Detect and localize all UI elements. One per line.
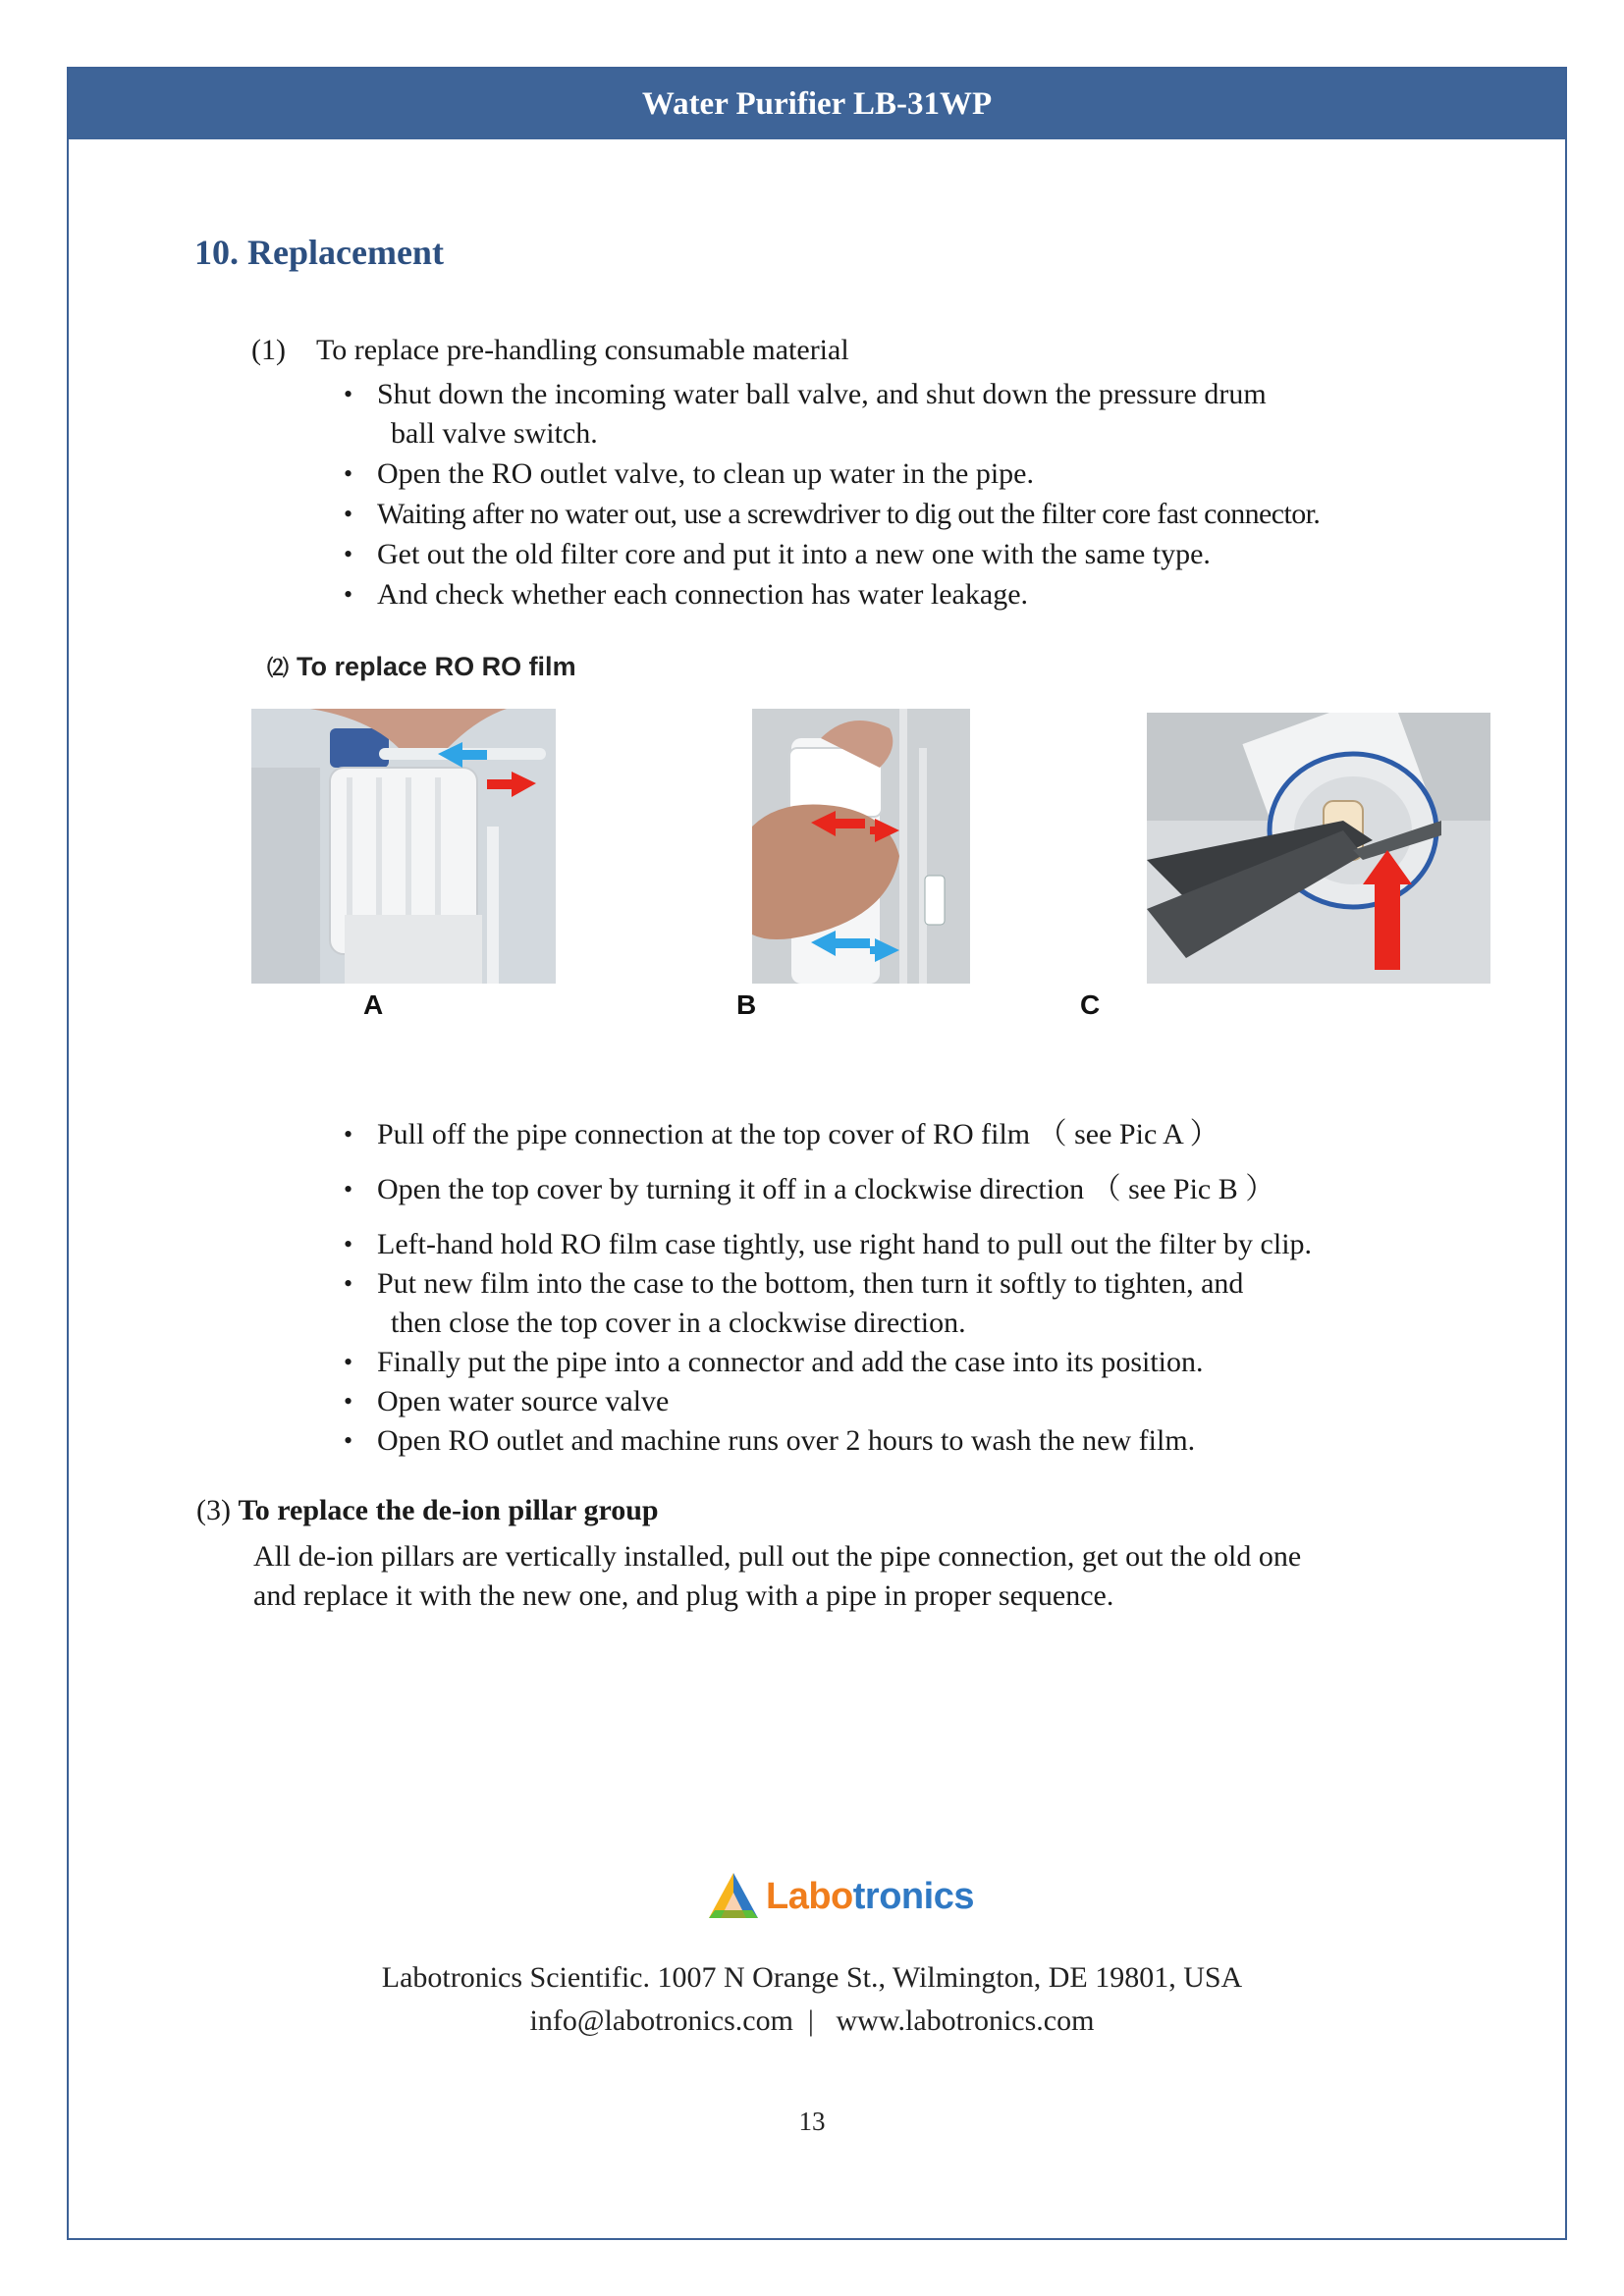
list-item — [285, 1421, 1502, 1461]
figure-number: ⑵ — [267, 656, 290, 680]
list-item — [285, 535, 1502, 574]
list-item — [285, 1170, 1502, 1209]
list-item — [285, 454, 1502, 494]
list-item-text: Open the top cover by turning it off in a clockwise direction （ see Pic B ） — [377, 1173, 1275, 1205]
prehandling-steps-list — [285, 375, 1502, 615]
subsection-1-text: To replace pre-handling consumable material — [316, 334, 849, 366]
list-item — [285, 1115, 1502, 1154]
page-header: Water Purifier LB-31WP — [69, 69, 1565, 139]
photo-b-turn-cover — [752, 709, 970, 984]
logo-wordmark — [766, 1871, 974, 1922]
list-item-text: Get out the old filter core and put it into a new one with the same type. — [377, 538, 1211, 570]
list-item-continuation: then close the top cover in a clockwise direction. — [391, 1307, 966, 1339]
list-item — [285, 1225, 1502, 1264]
subsection-3-number: (3) — [196, 1494, 231, 1526]
list-item-text: Open the RO outlet valve, to clean up water in the pipe. — [377, 457, 1034, 490]
section-title: 10. Replacement — [194, 233, 444, 272]
list-item-text: And check whether each connection has water leakage. — [377, 578, 1029, 611]
figure-label-a: A — [363, 989, 384, 1020]
list-item-text: Open RO outlet and machine runs over 2 hours to wash the new film. — [377, 1424, 1196, 1457]
list-item — [285, 1264, 1502, 1343]
list-item-continuation: ball valve switch. — [391, 417, 598, 450]
triangle-logo-icon — [705, 1871, 762, 1922]
list-item-text: Shut down the incoming water ball valve, and shut down the pressure drum — [377, 378, 1267, 410]
footer-address: Labotronics Scientific. 1007 N Orange St., Wilmington, DE 19801, USA — [381, 1961, 1243, 1994]
paragraph-line: All de-ion pillars are vertically installed, pull out the pipe connection, get out the old one — [253, 1540, 1302, 1573]
subsection-3-title: To replace the de-ion pillar group — [238, 1494, 659, 1526]
list-item — [285, 495, 1502, 534]
figure-label-b: B — [736, 989, 757, 1020]
photo-c-illustration — [1147, 713, 1490, 984]
photo-b-illustration — [752, 709, 970, 984]
subsection-1-number: (1) — [251, 334, 286, 366]
footer-contact: info@labotronics.com | www.labotronics.com — [529, 2004, 1095, 2037]
list-item-text: Pull off the pipe connection at the top cover of RO film （ see Pic A ） — [377, 1118, 1219, 1150]
list-item-text: Waiting after no water out, use a screwdriver to dig out the filter core fast connector. — [377, 498, 1321, 530]
subsection-3-paragraph — [253, 1537, 1500, 1616]
photo-c-pull-filter — [1147, 713, 1490, 984]
logo-wordmark-part1: Labo — [766, 1876, 853, 1917]
list-item — [285, 375, 1502, 454]
list-item — [285, 1343, 1502, 1382]
paragraph-line: and replace it with the new one, and plug with a pipe in proper sequence. — [253, 1579, 1114, 1612]
list-item — [285, 1382, 1502, 1421]
logo-wordmark-part2: tronics — [852, 1876, 974, 1917]
figure-label-c: C — [1080, 989, 1101, 1020]
subsection-1-heading — [251, 334, 849, 367]
list-item-text: Finally put the pipe into a connector and add the case into its position. — [377, 1346, 1204, 1378]
figure-title-text: To replace RO RO film — [297, 652, 576, 681]
list-item — [285, 575, 1502, 614]
photo-a-pipe-connection — [251, 709, 556, 984]
list-item-text: Left-hand hold RO film case tightly, use right hand to pull out the filter by clip. — [377, 1228, 1313, 1260]
page-number: 13 — [798, 2107, 826, 2136]
list-item-text: Put new film into the case to the bottom, then turn it softly to tighten, and — [377, 1267, 1244, 1300]
subsection-3-heading — [196, 1494, 659, 1527]
figure-title — [267, 652, 576, 682]
ro-film-steps-list — [285, 1115, 1502, 1461]
photo-a-illustration — [251, 709, 556, 984]
list-item-text: Open water source valve — [377, 1385, 670, 1417]
